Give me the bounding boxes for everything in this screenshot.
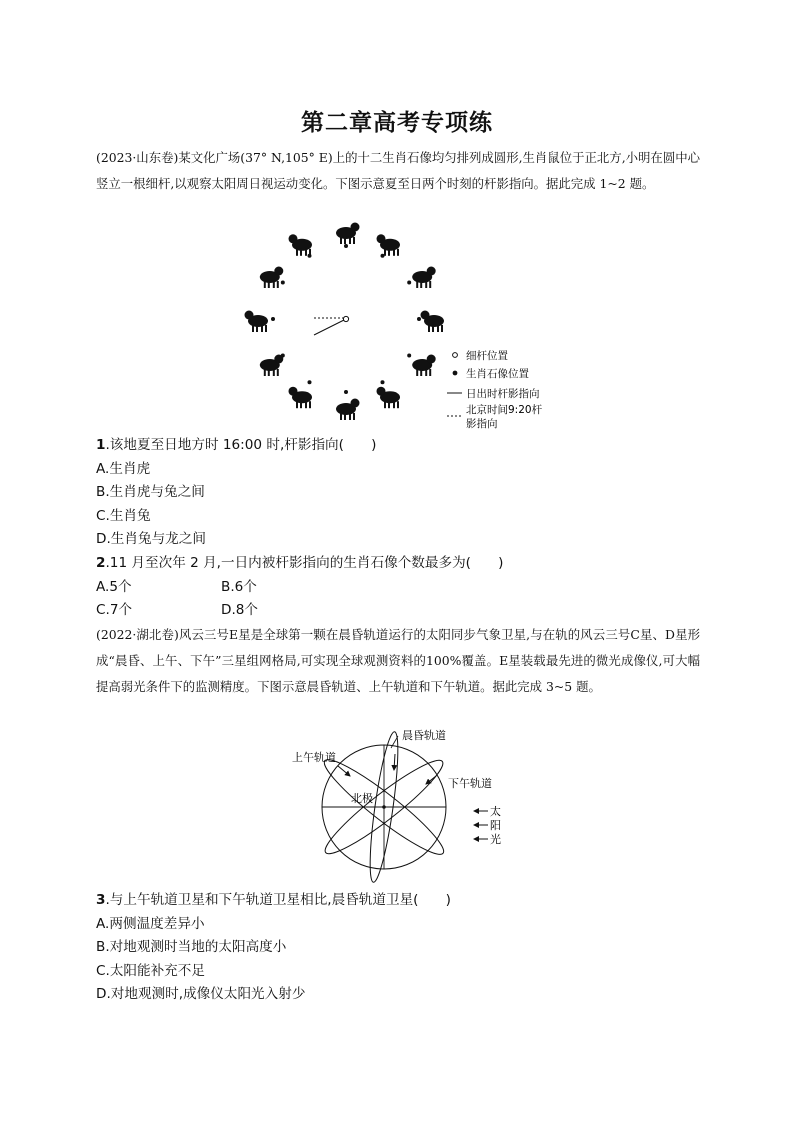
legend-statue-symbol — [453, 371, 458, 376]
intro-paragraph-2: (2022·湖北卷)风云三号E星是全球第一颗在晨昏轨道运行的太阳同步气象卫星,与在轨的风云三号C星、D星形成“晨昏、上午、下午”三星组网格局,可实现全球观测资料的100%覆盖。E星装载最先进的微光成像仪,可大幅提高弱光条件下的监测精度。下图示意晨昏轨道、上午轨道和下午轨道。据此完成 3~5 题。 — [96, 627, 700, 694]
statue-dot-0 — [344, 244, 348, 248]
question-3 — [96, 889, 451, 1007]
legend-pole-label: 细杆位置 — [466, 350, 508, 362]
question-3-option-d[interactable]: D.对地观测时,成像仪太阳光入射少 — [96, 986, 306, 1003]
zodiac-animal-icon-1 — [377, 234, 401, 256]
question-2-stem — [96, 552, 503, 576]
question-3-option-c[interactable]: C.太阳能补充不足 — [96, 962, 205, 979]
dawn-dusk-label: 晨昏轨道 — [402, 729, 446, 742]
statue-dot-6 — [344, 390, 348, 394]
question-1-option-d[interactable]: D.生肖兔与龙之间 — [96, 531, 206, 548]
legend-pole-symbol — [453, 353, 458, 358]
question-3-text: .与上午轨道卫星和下午轨道卫星相比,晨昏轨道卫星( ) — [105, 892, 451, 908]
legend-beijing-label-2: 影指向 — [466, 418, 498, 430]
zodiac-animal-icon-7 — [289, 387, 313, 409]
legend-sunrise-label: 日出时杆影指向 — [466, 388, 540, 400]
question-1-stem — [96, 434, 376, 458]
statue-dot-10 — [281, 281, 285, 285]
zodiac-animal-icon-0 — [336, 223, 360, 245]
afternoon-label: 下午轨道 — [448, 777, 492, 790]
zodiac-animal-icon-11 — [289, 234, 313, 256]
intro-paragraph-1: (2023·山东卷)某文化广场(37° N,105° E)上的十二生肖石像均匀排列成圆形,生肖鼠位于正北方,小明在圆中心竖立一根细杆,以观察太阳周日视运动变化。下图示意夏至日两个时刻的杆影指向。据此完成 1~2 题。 — [96, 150, 700, 191]
legend-beijing-label-1: 北京时间9:20杆 — [466, 404, 543, 416]
zodiac-animal-icon-6 — [336, 399, 360, 421]
question-2 — [96, 552, 503, 623]
zodiac-animal-icon-3 — [421, 311, 445, 333]
morning-label: 上午轨道 — [292, 751, 336, 764]
zodiac-animal-icon-5 — [377, 387, 401, 409]
dawn-dusk-arrow — [394, 754, 395, 770]
question-3-stem — [96, 889, 451, 913]
question-1-text: .该地夏至日地方时 16:00 时,杆影指向( ) — [105, 437, 377, 453]
sunrise-shadow-line — [314, 320, 344, 335]
question-2-text: .11 月至次年 2 月,一日内被杆影指向的生肖石像个数最多为( ) — [105, 555, 504, 571]
statue-dot-7 — [308, 380, 312, 384]
statue-dot-9 — [271, 317, 275, 321]
question-3-option-b[interactable]: B.对地观测时当地的太阳高度小 — [96, 939, 287, 956]
statue-dot-5 — [381, 380, 385, 384]
question-1-option-c[interactable]: C.生肖兔 — [96, 507, 151, 524]
sunlight-label-1: 太 — [490, 805, 501, 818]
question-3-option-a[interactable]: A.两侧温度差异小 — [96, 915, 205, 932]
question-1 — [96, 434, 376, 552]
zodiac-animal-icon-8 — [260, 355, 284, 377]
question-1-option-a[interactable]: A.生肖虎 — [96, 460, 151, 477]
question-1-option-b[interactable]: B.生肖虎与兔之间 — [96, 484, 205, 501]
question-2-option-b[interactable]: B.6个 — [221, 578, 257, 595]
orbit-figure — [288, 724, 518, 886]
page-title: 第二章高考专项练 — [301, 110, 493, 136]
sunlight-label-3: 光 — [490, 833, 501, 846]
zodiac-animal-icon-10 — [260, 267, 284, 289]
zodiac-animal-icon-4 — [412, 355, 436, 377]
pole-marker — [343, 316, 348, 321]
question-1-number: 1 — [96, 437, 106, 453]
question-3-number: 3 — [96, 892, 106, 908]
zodiac-animal-icon-9 — [245, 311, 269, 333]
legend-statue-label: 生肖石像位置 — [466, 368, 529, 380]
statue-dot-1 — [381, 254, 385, 258]
zodiac-animal-icon-2 — [412, 267, 436, 289]
sunlight-label-2: 阳 — [490, 819, 501, 832]
statue-dot-2 — [407, 281, 411, 285]
north-pole-dot — [382, 805, 386, 809]
statue-dot-3 — [417, 317, 421, 321]
afternoon-arrow — [426, 776, 436, 784]
statue-dot-4 — [407, 354, 411, 358]
question-2-option-d[interactable]: D.8个 — [221, 602, 259, 619]
question-2-option-a[interactable]: A.5个 — [96, 578, 132, 595]
question-2-number: 2 — [96, 555, 106, 571]
question-2-option-c[interactable]: C.7个 — [96, 602, 133, 619]
north-pole-label: 北极 — [351, 792, 373, 805]
zodiac-figure — [240, 222, 570, 432]
